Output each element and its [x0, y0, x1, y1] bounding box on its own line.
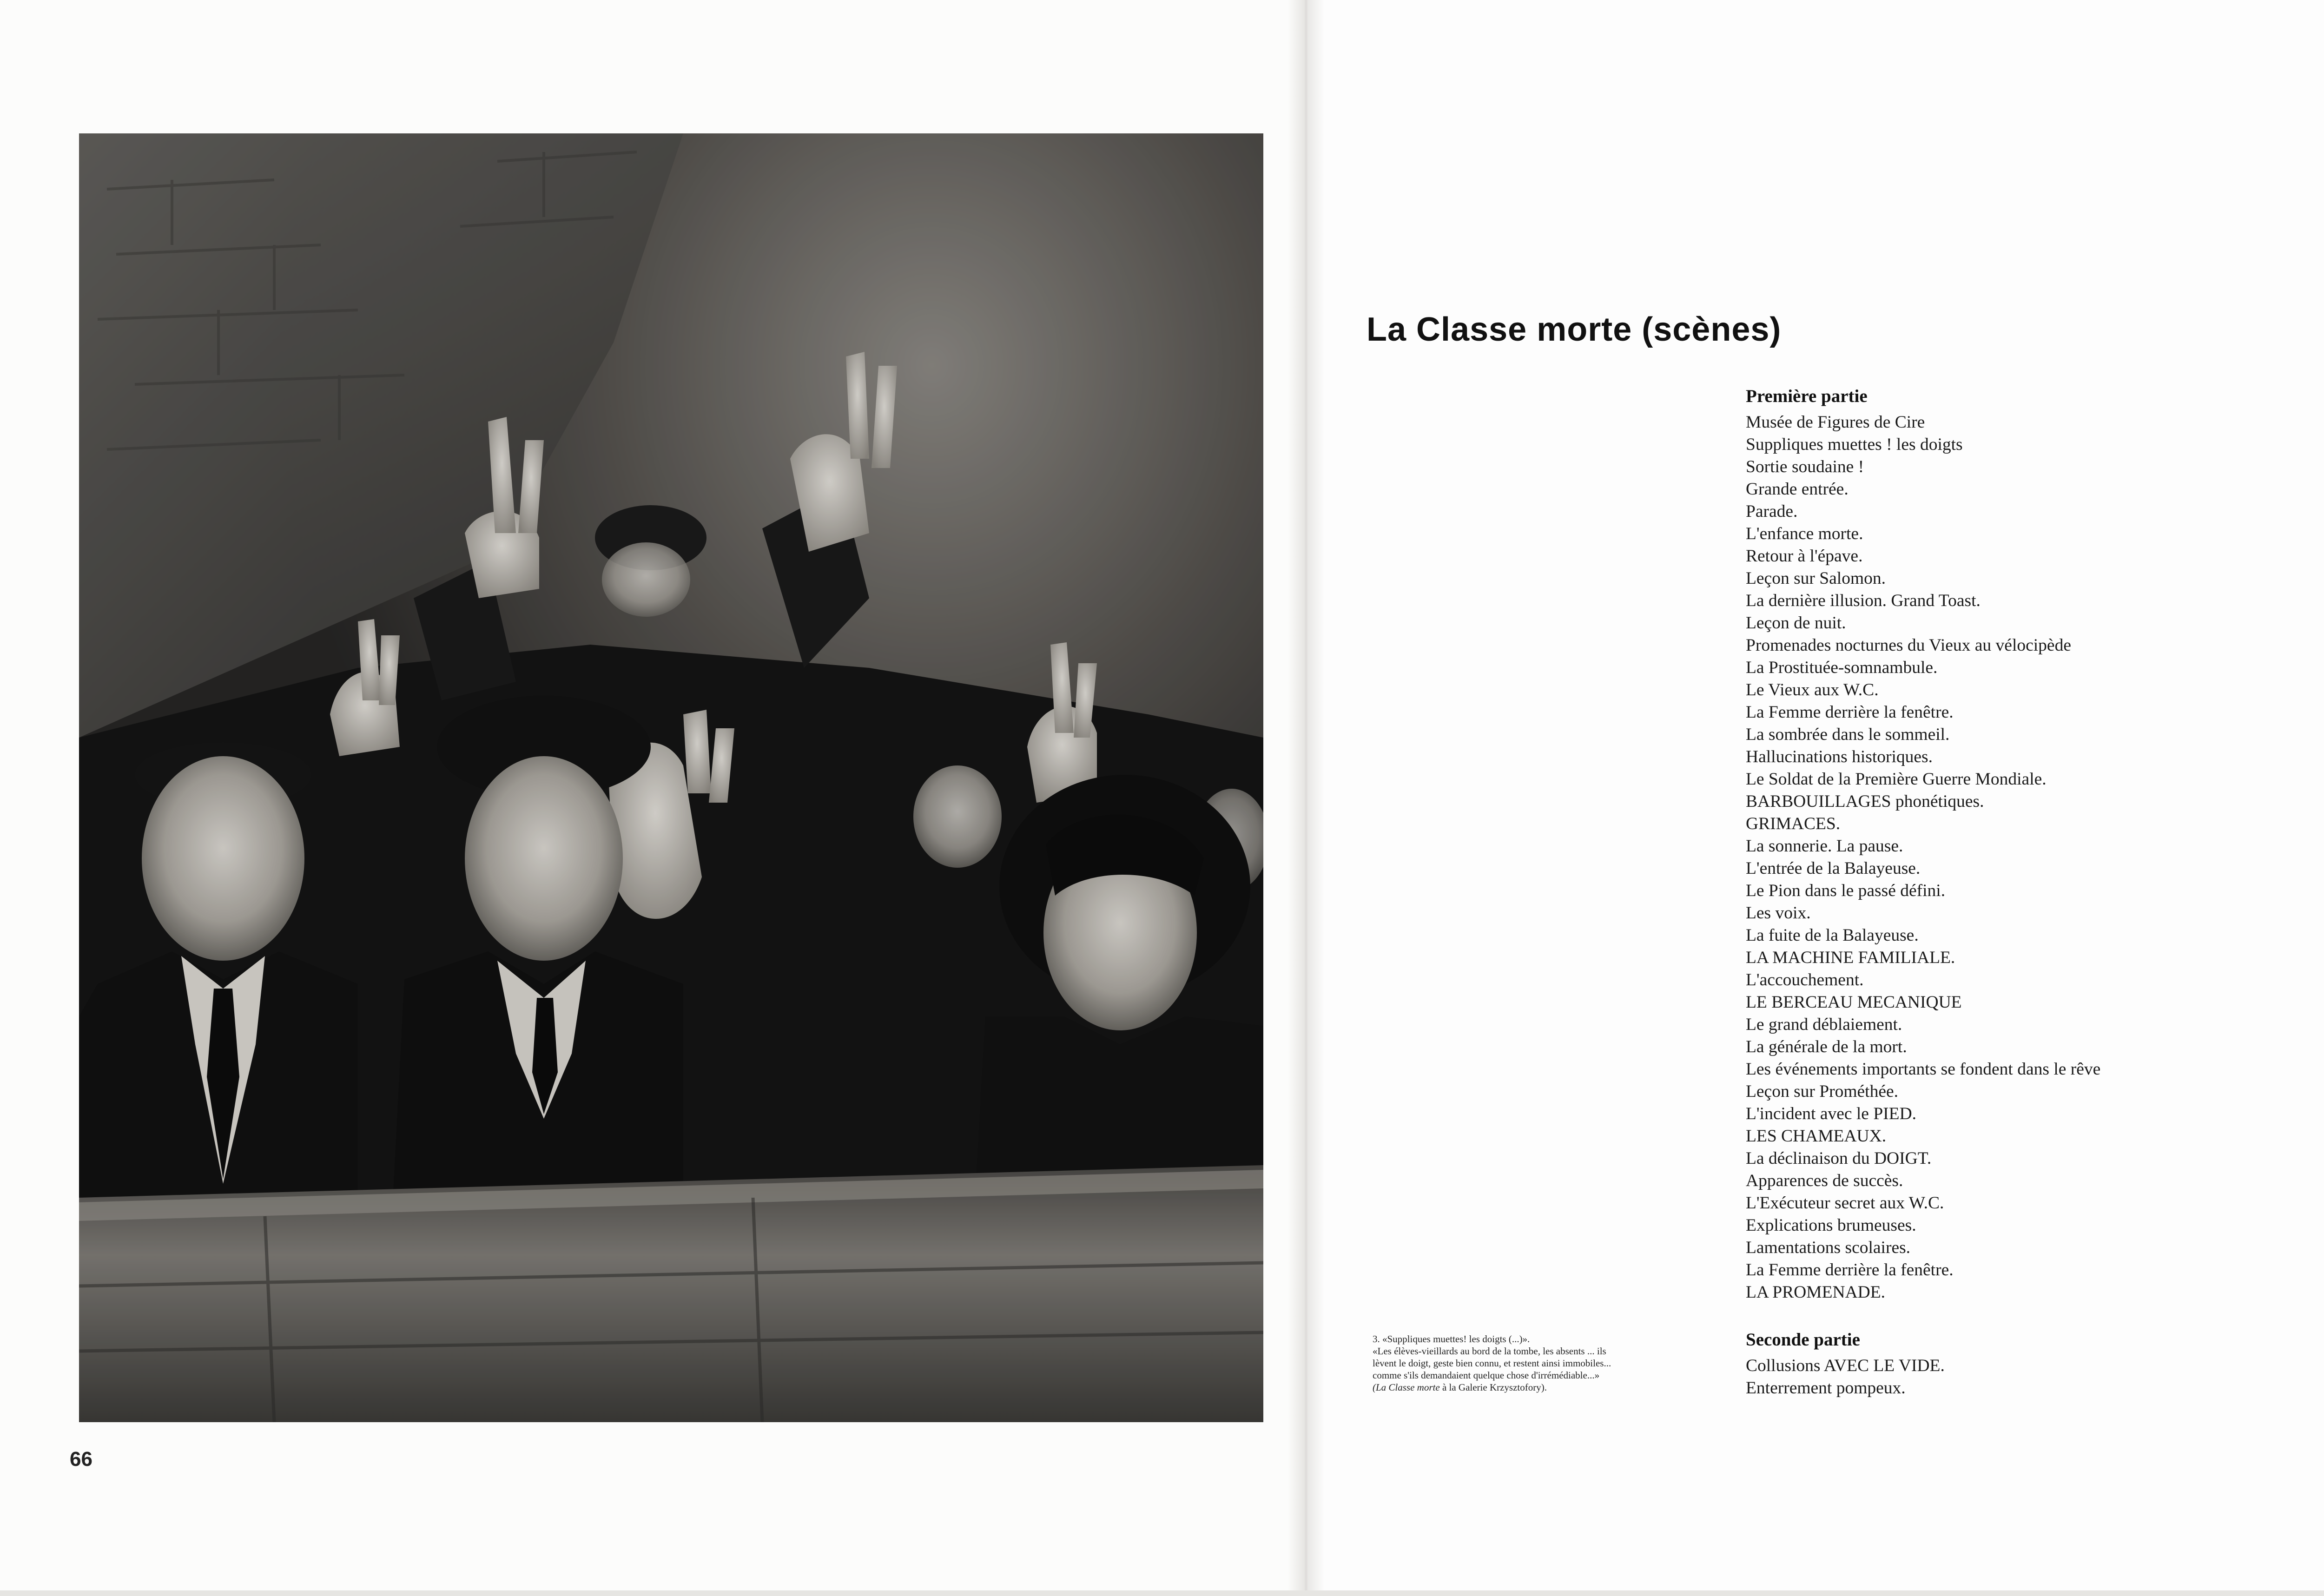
- list-item: L'entrée de la Balayeuse.: [1746, 859, 1921, 878]
- list-item: LES CHAMEAUX.: [1746, 1127, 1887, 1146]
- list-item: Leçon sur Salomon.: [1746, 569, 1886, 588]
- list-item: Le Vieux aux W.C.: [1746, 680, 1879, 699]
- list-item: Les événements importants se fondent dans le rêve: [1746, 1060, 2101, 1079]
- list-item: Leçon de nuit.: [1746, 613, 1846, 633]
- first-part-heading: Première partie: [1746, 386, 1868, 406]
- list-item: Suppliques muettes ! les doigts: [1746, 435, 1963, 454]
- photo-caption: [1373, 1333, 1698, 1393]
- list-item: La sonnerie. La pause.: [1746, 837, 1903, 856]
- list-item: BARBOUILLAGES phonétiques.: [1746, 792, 1984, 811]
- list-item: Musée de Figures de Cire: [1746, 413, 1925, 432]
- caption-line: lèvent le doigt, geste bien connu, et restent ainsi immobiles...: [1373, 1358, 1611, 1369]
- list-item: Retour à l'épave.: [1746, 547, 1863, 566]
- page-title: La Classe morte (scènes): [1367, 311, 1782, 348]
- list-item: Sortie soudaine !: [1746, 457, 1864, 476]
- list-item: LE BERCEAU MECANIQUE: [1746, 993, 1962, 1012]
- list-item: LA MACHINE FAMILIALE.: [1746, 948, 1955, 967]
- list-item: Promenades nocturnes du Vieux au vélocipède: [1746, 636, 2071, 655]
- book-gutter: [1287, 0, 1325, 1596]
- list-item: La fuite de la Balayeuse.: [1746, 926, 1919, 945]
- first-part-scene-list: [1746, 411, 2304, 1304]
- list-item: La déclinaison du DOIGT.: [1746, 1149, 1932, 1168]
- caption-line: 3. «Suppliques muettes! les doigts (...)».: [1373, 1333, 1530, 1345]
- list-item: Leçon sur Prométhée.: [1746, 1082, 1899, 1101]
- list-item: La générale de la mort.: [1746, 1037, 1907, 1056]
- caption-line: «Les élèves-vieillards au bord de la tombe, les absents ... ils: [1373, 1345, 1606, 1357]
- second-part-heading: Seconde partie: [1746, 1330, 1860, 1350]
- left-page-number: 66: [70, 1448, 92, 1471]
- list-item: Les voix.: [1746, 904, 1811, 923]
- list-item: La Femme derrière la fenêtre.: [1746, 1260, 1954, 1279]
- list-item: Grande entrée.: [1746, 480, 1849, 499]
- list-item: Enterrement pompeux.: [1746, 1378, 1906, 1398]
- list-item: Le grand déblaiement.: [1746, 1015, 1902, 1034]
- list-item: L'incident avec le PIED.: [1746, 1104, 1917, 1123]
- list-item: LA PROMENADE.: [1746, 1283, 1886, 1302]
- list-item: Le Soldat de la Première Guerre Mondiale.: [1746, 770, 2047, 789]
- list-item: GRIMACES.: [1746, 814, 1841, 833]
- list-item: Collusions AVEC LE VIDE.: [1746, 1356, 1945, 1375]
- second-part-scene-list: [1746, 1355, 2304, 1399]
- list-item: La Femme derrière la fenêtre.: [1746, 703, 1954, 722]
- second-part-section: [1746, 1329, 2304, 1399]
- caption-location: à la Galerie Krzysztofory).: [1439, 1382, 1547, 1393]
- caption-line: [1373, 1381, 1698, 1393]
- list-item: Le Pion dans le passé défini.: [1746, 881, 1946, 900]
- list-item: Parade.: [1746, 502, 1798, 521]
- photograph-icon: [79, 133, 1263, 1422]
- list-item: La Prostituée-somnambule.: [1746, 658, 1938, 677]
- list-item: La sombrée dans le sommeil.: [1746, 725, 1950, 744]
- list-item: L'accouchement.: [1746, 970, 1864, 989]
- first-part-section: [1746, 386, 2304, 1304]
- caption-italic-title: (La Classe morte: [1373, 1382, 1440, 1393]
- list-item: Explications brumeuses.: [1746, 1216, 1916, 1235]
- list-item: La dernière illusion. Grand Toast.: [1746, 591, 1981, 610]
- page-bottom-edge: [0, 1590, 2324, 1596]
- list-item: Apparences de succès.: [1746, 1171, 1903, 1190]
- list-item: L'enfance morte.: [1746, 524, 1863, 543]
- list-item: Hallucinations historiques.: [1746, 747, 1933, 766]
- list-item: Lamentations scolaires.: [1746, 1238, 1911, 1257]
- list-item: L'Exécuteur secret aux W.C.: [1746, 1194, 1944, 1213]
- caption-line: comme s'ils demandaient quelque chose d'irrémédiable...»: [1373, 1370, 1600, 1381]
